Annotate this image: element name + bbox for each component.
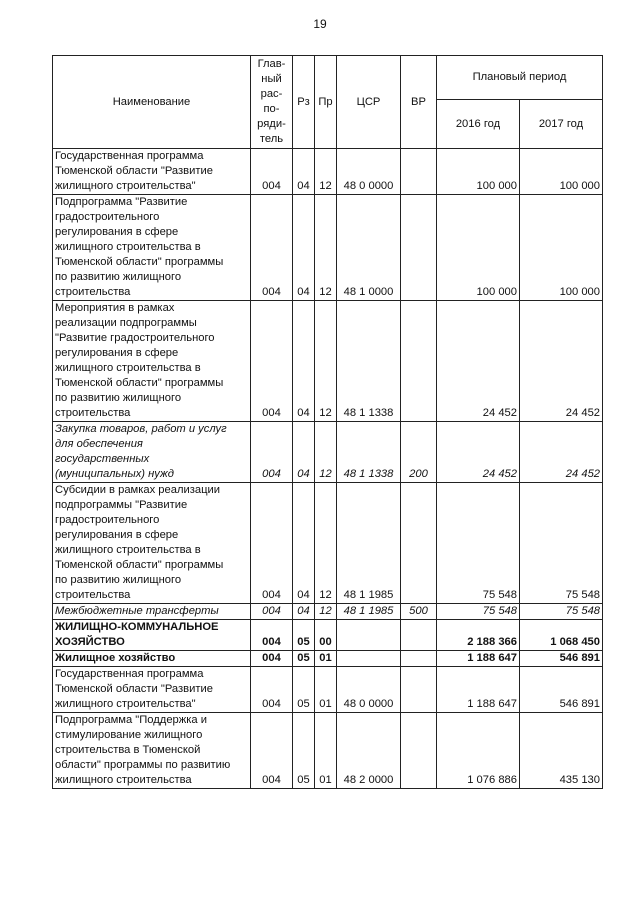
row-name: Закупка товаров, работ и услуг для обеспечения государственных (муниципальных) нужд [53,422,251,483]
row-name: Межбюджетные трансферты [53,604,251,620]
header-name: Наименование [53,56,251,149]
row-csr [337,651,401,667]
row-2017: 24 452 [520,422,603,483]
row-2017: 435 130 [520,713,603,789]
row-vr: 200 [401,422,437,483]
header-2016: 2016 год [437,100,520,149]
row-csr: 48 1 1338 [337,301,401,422]
row-pr: 00 [315,620,337,651]
row-name: Подпрограмма "Развитие градостроительного регулирования в сфере жилищного строительства в Тюменской области" программы по развитию жилищного строительства [53,195,251,301]
row-name: Государственная программа Тюменской области "Развитие жилищного строительства" [53,149,251,195]
row-rz: 04 [293,195,315,301]
row-rz: 04 [293,483,315,604]
row-rz: 05 [293,620,315,651]
row-pr: 01 [315,713,337,789]
row-glav: 004 [251,667,293,713]
row-name: Субсидии в рамках реализации подпрограммы "Развитие градостроительного регулирования в сфере жилищного строительства в Тюменской области" программы по развитию жилищного строительства [53,483,251,604]
table-row [53,667,603,713]
row-pr: 12 [315,301,337,422]
row-glav: 004 [251,149,293,195]
row-rz: 04 [293,422,315,483]
row-2017: 546 891 [520,651,603,667]
row-2017: 75 548 [520,604,603,620]
row-2016: 1 188 647 [437,667,520,713]
row-name: Подпрограмма "Поддержка и стимулирование жилищного строительства в Тюменской области" программы по развитию жилищного строительства [53,713,251,789]
table-row [53,301,603,422]
row-vr [401,651,437,667]
row-2017: 100 000 [520,195,603,301]
row-csr: 48 2 0000 [337,713,401,789]
row-glav: 004 [251,422,293,483]
page-number: 19 [313,17,327,31]
header-vr: ВР [401,56,437,149]
row-name: Государственная программа Тюменской области "Развитие жилищного строительства" [53,667,251,713]
row-2016: 1 188 647 [437,651,520,667]
header-rz: Рз [293,56,315,149]
row-rz: 05 [293,713,315,789]
row-2017: 75 548 [520,483,603,604]
row-2016: 75 548 [437,604,520,620]
row-vr [401,713,437,789]
row-glav: 004 [251,620,293,651]
row-pr: 12 [315,422,337,483]
row-vr [401,149,437,195]
table-row [53,713,603,789]
row-csr: 48 1 1985 [337,483,401,604]
row-rz: 05 [293,651,315,667]
header-csr: ЦСР [337,56,401,149]
row-csr: 48 0 0000 [337,667,401,713]
table-row [53,422,603,483]
row-rz: 04 [293,604,315,620]
row-name: Жилищное хозяйство [53,651,251,667]
row-glav: 004 [251,301,293,422]
table-row [53,604,603,620]
row-glav: 004 [251,713,293,789]
row-csr: 48 1 1985 [337,604,401,620]
row-glav: 004 [251,483,293,604]
row-2016: 1 076 886 [437,713,520,789]
table-row [53,483,603,604]
row-vr [401,195,437,301]
table-row [53,620,603,651]
row-2017: 100 000 [520,149,603,195]
row-vr: 500 [401,604,437,620]
row-rz: 05 [293,667,315,713]
row-vr [401,667,437,713]
row-rz: 04 [293,149,315,195]
table-row [53,195,603,301]
row-pr: 12 [315,195,337,301]
row-glav: 004 [251,651,293,667]
row-csr [337,620,401,651]
row-glav: 004 [251,604,293,620]
row-pr: 12 [315,483,337,604]
row-glav: 004 [251,195,293,301]
row-2016: 2 188 366 [437,620,520,651]
row-csr: 48 1 0000 [337,195,401,301]
row-csr: 48 1 1338 [337,422,401,483]
table-row [53,651,603,667]
row-pr: 01 [315,651,337,667]
row-name: ЖИЛИЩНО-КОММУНАЛЬНОЕ ХОЗЯЙСТВО [53,620,251,651]
row-2017: 546 891 [520,667,603,713]
row-2017: 1 068 450 [520,620,603,651]
header-glav: Глав- ный рас- по- ряди- тель [251,56,293,149]
row-vr [401,620,437,651]
row-2016: 75 548 [437,483,520,604]
row-rz: 04 [293,301,315,422]
row-vr [401,483,437,604]
row-pr: 12 [315,604,337,620]
row-2016: 24 452 [437,301,520,422]
row-2016: 24 452 [437,422,520,483]
header-2017: 2017 год [520,100,603,149]
header-period: Плановый период [437,56,603,100]
row-2016: 100 000 [437,149,520,195]
table-row [53,149,603,195]
budget-table [52,55,603,789]
row-name: Мероприятия в рамках реализации подпрограммы "Развитие градостроительного регулирования в сфере жилищного строительства в Тюменской области" программы по развитию жилищного строительства [53,301,251,422]
header-pr: Пр [315,56,337,149]
row-2016: 100 000 [437,195,520,301]
row-pr: 01 [315,667,337,713]
row-vr [401,301,437,422]
row-pr: 12 [315,149,337,195]
row-csr: 48 0 0000 [337,149,401,195]
row-2017: 24 452 [520,301,603,422]
